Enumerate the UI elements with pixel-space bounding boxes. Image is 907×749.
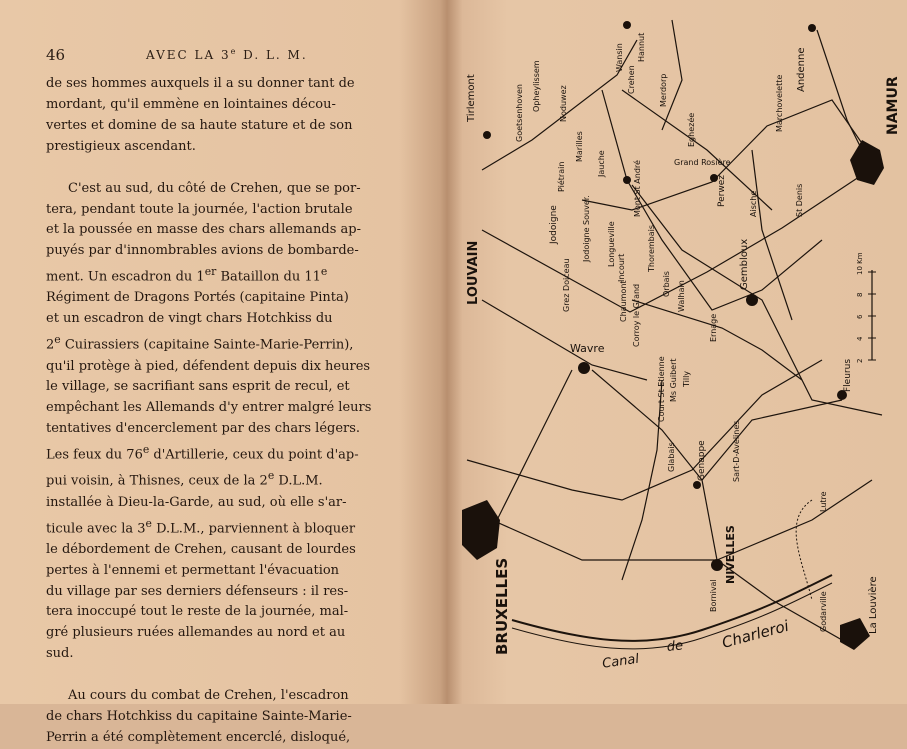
label-canal-de: de <box>666 638 684 656</box>
road-genappe-fleurus <box>702 400 842 480</box>
label-gembloux: Gembloux <box>739 238 750 290</box>
la-louviere-block <box>840 618 870 650</box>
road-nivelles-east <box>717 480 872 560</box>
label-aische: Aische <box>749 190 758 217</box>
text-line: ment. Un escadron du 1er Bataillon du 11e <box>46 265 328 285</box>
gembloux-dot <box>746 294 758 306</box>
scale-bar <box>856 252 876 363</box>
paragraph-gap <box>46 665 406 686</box>
text-line: pertes à l'ennemi et permettant l'évacuation <box>46 562 340 578</box>
scale-tick-label: 10 Km <box>856 252 864 275</box>
label-nivelles: NIVELLES <box>724 525 737 584</box>
text-line: Régiment de Dragons Portés (capitaine Pinta) <box>46 290 349 306</box>
paragraph-gap <box>46 158 406 179</box>
scale-tick-label: 2 <box>856 358 864 363</box>
left-page <box>0 0 445 746</box>
label-tilly: Tilly <box>682 370 691 387</box>
road-bruxelles-nivelles <box>492 520 717 560</box>
label-opheylissem: Opheylissem <box>532 60 541 112</box>
nivelles-dot <box>711 559 723 571</box>
map-labels <box>466 33 901 672</box>
label-sart-dames-avelines: Sart-D-Avelines <box>732 420 741 482</box>
text-line: mordant, qu'il emmène en lointaines décou- <box>46 96 336 112</box>
label-grez-doiceau: Grez Doiceau <box>562 258 571 312</box>
scale-tick-label: 4 <box>856 336 864 341</box>
label-goetsenhoven: Goetsenhoven <box>515 83 524 142</box>
text-line: Au cours du combat de Crehen, l'escadron <box>68 688 349 704</box>
label-marchovelette: Marchovelette <box>775 74 784 132</box>
label-grand-rosiere: Grand Rosière <box>674 158 731 167</box>
label-ms-guibert: Ms Guibert <box>669 358 678 402</box>
text-line: sud. <box>46 646 74 662</box>
label-longueville: Longueville <box>607 221 616 267</box>
text-line: installée à Dieu-la-Garde, au sud, où elle s'ar- <box>46 494 347 510</box>
label-corroy: Corroy le Grand <box>632 283 641 347</box>
label-chaumont: Chaumont <box>619 280 628 322</box>
label-incourt: Incourt <box>617 253 626 282</box>
wavre-dot <box>578 362 590 374</box>
genappe-dot <box>693 481 701 489</box>
text-line: C'est au sud, du côté de Crehen, que se por- <box>68 180 361 196</box>
label-marilles: Marilles <box>575 131 584 162</box>
label-godarville: Godarville <box>819 591 828 632</box>
text-line: du village par ses derniers défenseurs : il res- <box>46 583 349 599</box>
text-line: ticule avec la 3e D.L.M., parviennent à bloquer <box>46 516 356 536</box>
text-line: tentatives d'encerclement par des chars légers. <box>46 421 361 437</box>
label-la-louviere: La Louvière <box>868 576 879 634</box>
label-fleurus: Fleurus <box>843 358 853 392</box>
tirlemont-dot <box>483 131 491 139</box>
label-jodoigne: Jodoigne <box>549 205 559 244</box>
label-pietrain: Piétrain <box>557 161 566 192</box>
text-line: le débordement de Crehen, causant de lourdes <box>46 541 356 557</box>
label-bruxelles: BRUXELLES <box>493 557 511 655</box>
label-crehen: Crehen <box>627 65 636 94</box>
label-tirlemont: Tirlemont <box>466 74 477 122</box>
road-south-west <box>622 380 662 580</box>
label-jauche: Jauche <box>597 150 606 177</box>
text-line: prestigieux ascendant. <box>46 138 196 154</box>
jodoigne-dot <box>623 176 631 184</box>
text-line: tera inoccupé tout le reste de la journée, mal- <box>46 604 349 620</box>
label-perwez: Perwez <box>717 175 727 207</box>
text-line: et un escadron de vingt chars Hotchkiss du <box>46 311 333 327</box>
label-ernage: Ernage <box>709 313 718 342</box>
label-eghezee: Eghezée <box>687 112 696 147</box>
text-line: tera, pendant toute la journée, l'action brutale <box>46 201 353 217</box>
label-andenne: Andenne <box>796 47 807 92</box>
label-namur: NAMUR <box>885 76 901 135</box>
running-title: AVEC LA 3e D. L. M. <box>146 47 308 62</box>
road-network <box>467 20 882 640</box>
label-walhain: Walhain <box>677 280 686 312</box>
road-jodoigne-namur <box>582 100 877 210</box>
text-line: pui voisin, à Thisnes, ceux de la 2e D.L.M. <box>46 469 323 489</box>
text-line: Les feux du 76e d'Artillerie, ceux du point d'ap- <box>46 443 359 463</box>
road-eghezee <box>752 150 792 320</box>
label-jodoigne-souveraine: Jodoigne Souver. <box>582 195 591 262</box>
text-line: qu'il protège à pied, défendent depuis dix heures <box>46 358 371 374</box>
label-merdorp: Merdorp <box>659 73 668 107</box>
label-thorembais: Thorembais <box>647 224 656 272</box>
road-bruxelles-genappe <box>467 360 822 500</box>
text-line: Perrin a été complètement encerclé, disloqué, <box>46 730 351 746</box>
label-noduwez: Noduwez <box>559 85 568 122</box>
road-wavre-bruxelles <box>497 370 572 520</box>
bruxelles-block <box>462 500 500 560</box>
label-court-st-etienne: Court St Etienne <box>657 356 666 422</box>
text-line: et la poussée en masse des chars allemands ap- <box>46 222 361 238</box>
town-blocks <box>462 21 884 650</box>
page-body-text <box>46 74 406 749</box>
hannut-dot <box>623 21 631 29</box>
text-line: le village, se sacrifiant sans esprit de recul, et <box>46 379 350 395</box>
map-figure <box>452 0 907 704</box>
text-line: 2e Cuirassiers (capitaine Sainte-Marie-Perrin), <box>46 333 354 353</box>
label-canal-charleroi: Charleroi <box>720 616 791 652</box>
label-bornival: Bornival <box>709 579 718 612</box>
andenne-dot <box>808 24 816 32</box>
scale-tick-label: 8 <box>856 292 864 297</box>
scale-tick-label: 6 <box>856 314 864 319</box>
label-glabais: Glabais <box>667 442 676 472</box>
page-number: 46 <box>46 46 66 64</box>
text-line: empêchant les Allemands d'y entrer malgré leurs <box>46 400 372 416</box>
label-st-denis: St Denis <box>795 183 804 217</box>
namur-block <box>850 140 884 185</box>
label-genappe: Genappe <box>697 440 707 481</box>
label-wansin: Wansin <box>615 43 624 72</box>
right-page <box>452 0 907 704</box>
scale-tick-group <box>856 252 876 363</box>
label-lutre: Lutre <box>819 491 828 512</box>
label-mont-st-andre: Mont St André <box>633 160 642 217</box>
text-line: vertes et domine de sa haute stature et de son <box>46 117 353 133</box>
text-line: gré plusieurs ruées allemandes au nord et au <box>46 625 346 641</box>
label-wavre: Wavre <box>570 342 605 355</box>
text-line: de chars Hotchkiss du capitaine Sainte-Marie- <box>46 709 352 725</box>
label-canal: Canal <box>601 651 640 672</box>
label-louvain: LOUVAIN <box>466 240 481 305</box>
label-hannut: Hannut <box>637 32 646 62</box>
label-orbais: Orbais <box>662 271 671 297</box>
text-line: puyés par d'innombrables avions de bombarde- <box>46 243 359 259</box>
text-line: de ses hommes auxquels il a su donner tant de <box>46 76 355 91</box>
